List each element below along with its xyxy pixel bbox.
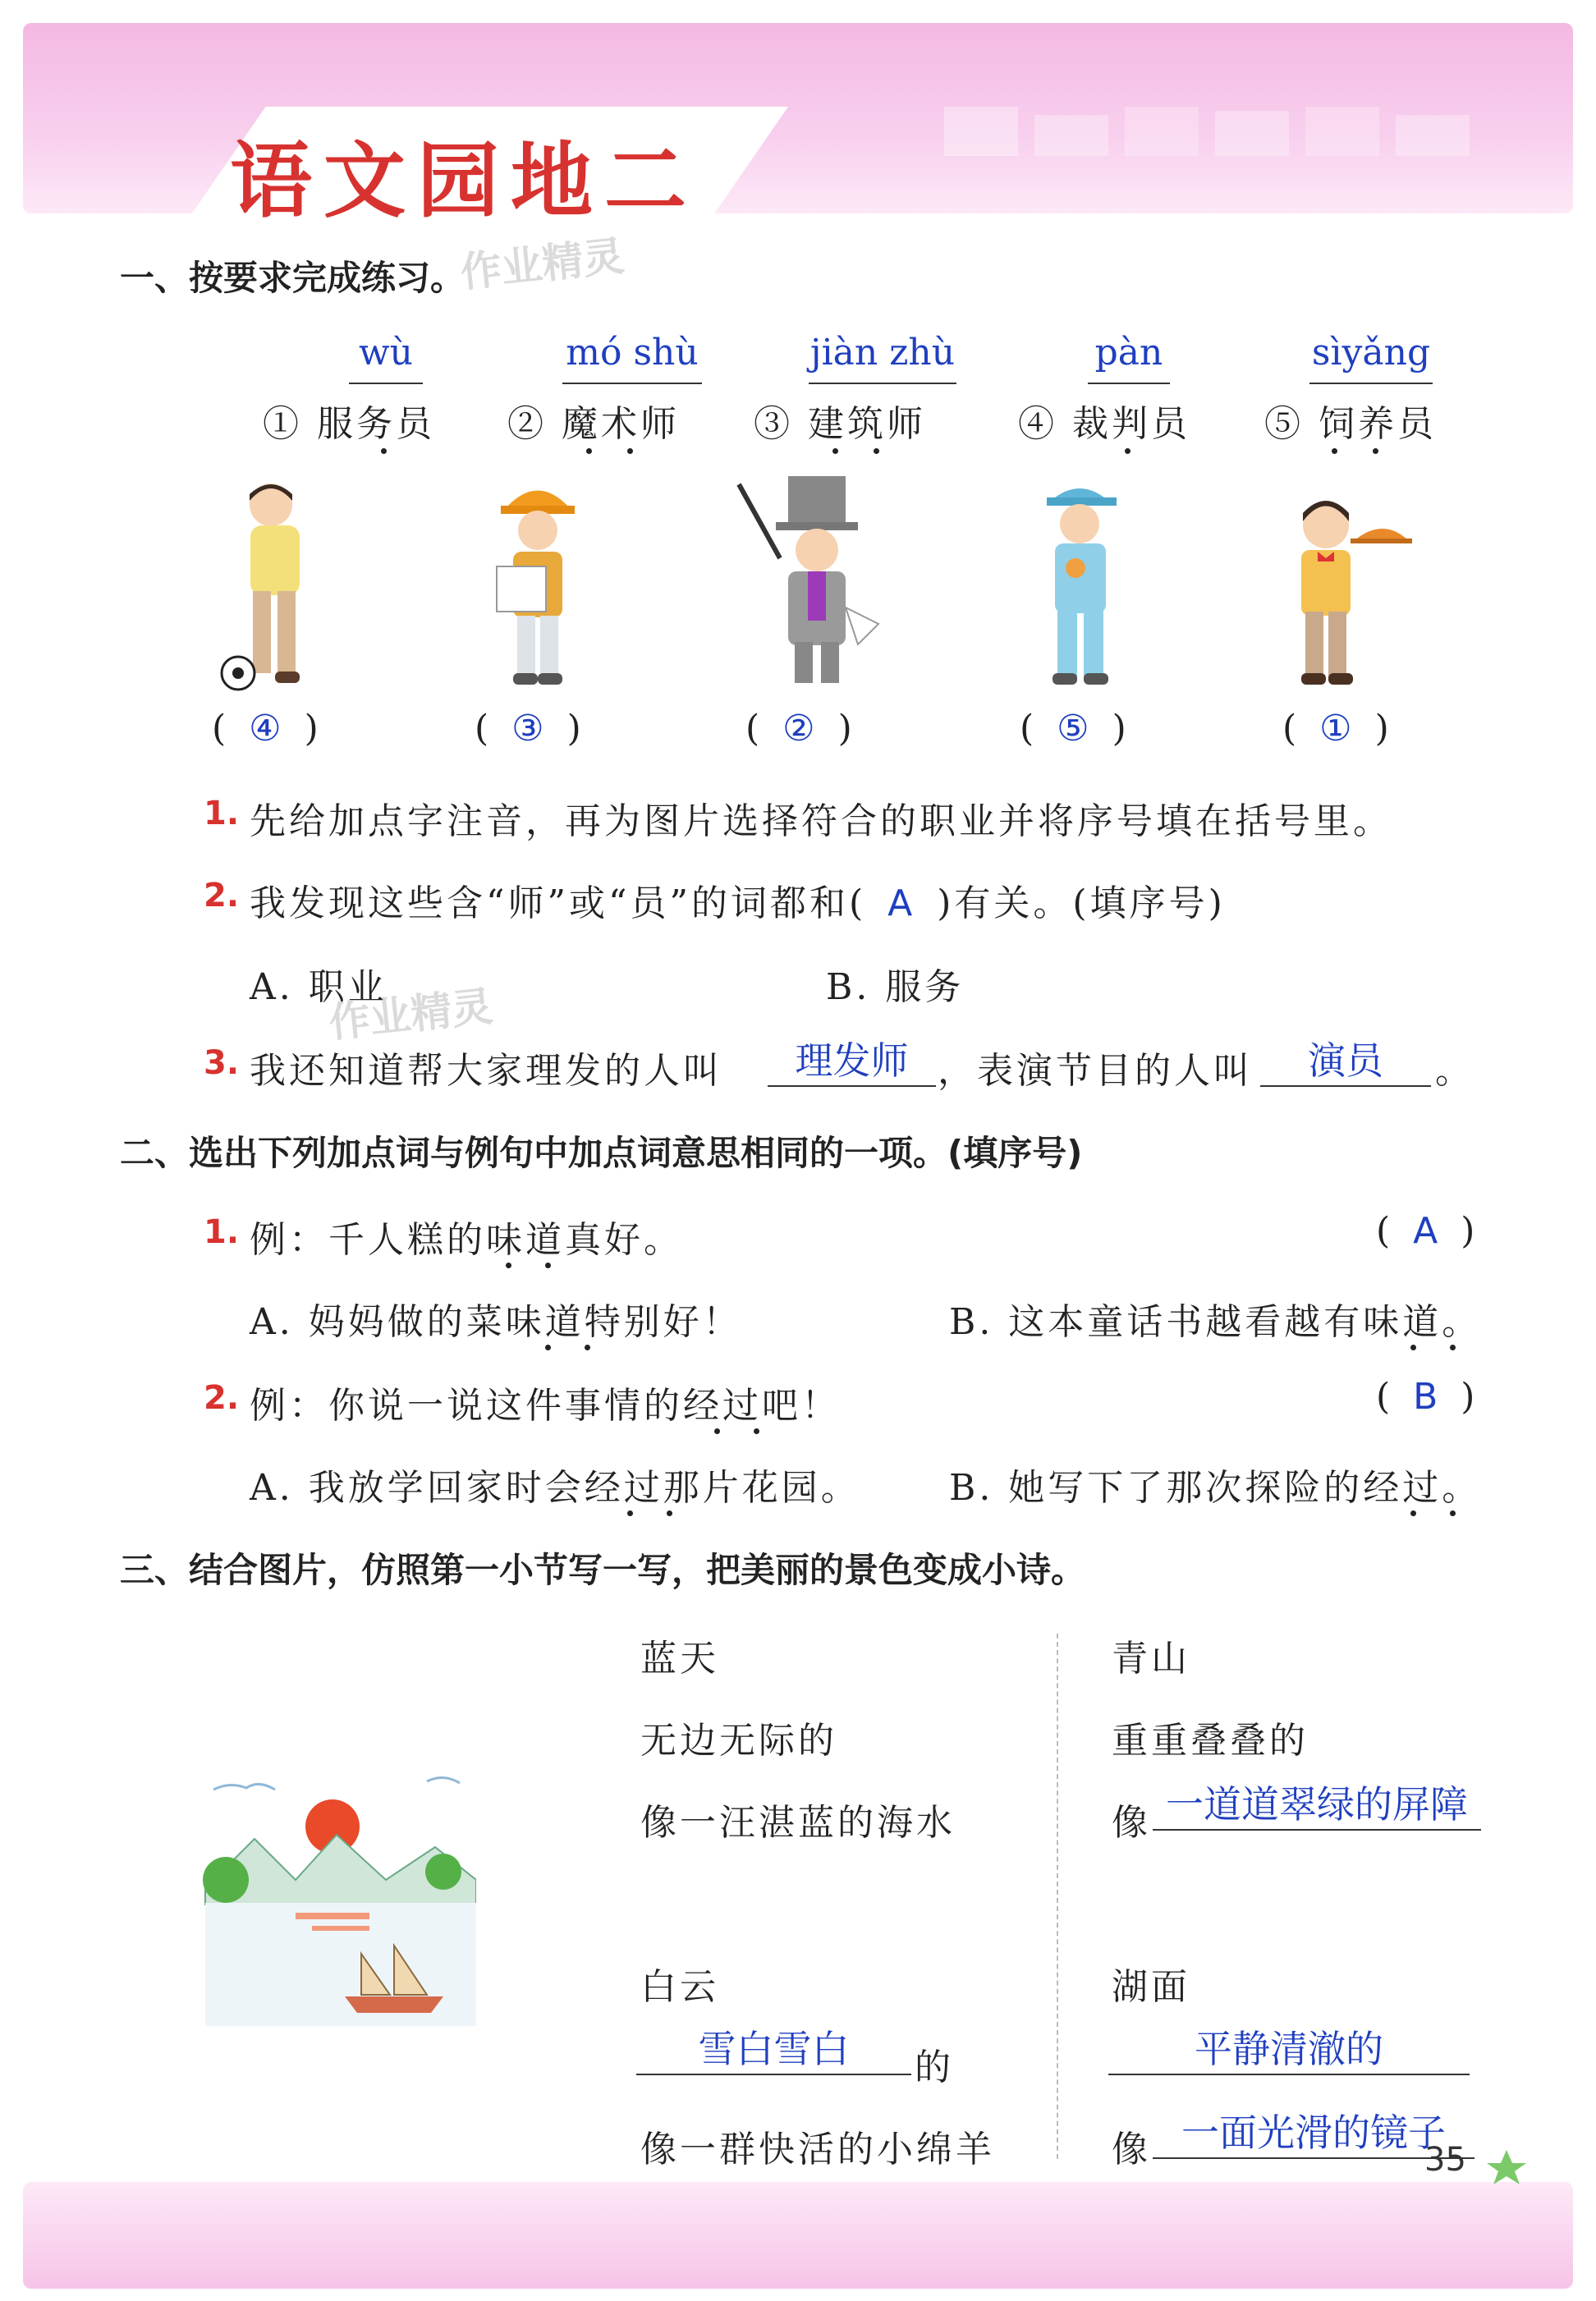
emphasis-dot (1332, 448, 1337, 454)
pinyin-underline-2 (562, 383, 702, 384)
waiter-figure (1264, 476, 1412, 698)
emphasis-dot (1450, 1510, 1456, 1516)
poem-right-line4: 湖面 (1112, 1966, 1190, 2008)
magician-figure (722, 468, 895, 698)
pinyin-2: mó shù (566, 332, 699, 374)
poem-divider (1057, 1634, 1058, 2159)
emphasis-dot (714, 1428, 720, 1434)
poem-left-suffix5: 的 (915, 2047, 954, 2088)
figure-answer-5: ( ① ) (1282, 708, 1389, 749)
word-3: ③ 建筑师 (754, 403, 926, 445)
s2-item1-option-b: B. 这本童话书越看越有味道。 (949, 1301, 1482, 1343)
q3-text-c: 。 (1435, 1050, 1474, 1092)
figure-answer-4-value: ⑤ (1057, 708, 1089, 749)
q3-number: 3. (204, 1044, 240, 1082)
emphasis-dot (545, 1345, 551, 1350)
figure-answer-4: ( ⑤ ) (1020, 708, 1126, 749)
emphasis-dot (874, 448, 879, 454)
page-number: 35 (1424, 2141, 1466, 2179)
pinyin-4: pàn (1094, 332, 1163, 374)
s2-item2-option-a: A. 我放学回家时会经过那片花园。 (250, 1467, 860, 1509)
footer-band (23, 2182, 1573, 2289)
s2-item1-example: 例：千人糕的味道真好。 (250, 1219, 683, 1261)
referee-figure (205, 476, 345, 698)
breeder-figure (1010, 476, 1149, 698)
pinyin-5: sìyǎng (1311, 332, 1431, 374)
poem-right-prefix6: 像 (1112, 2129, 1151, 2170)
poem-left-line6: 像一群快活的小绵羊 (640, 2129, 995, 2170)
emphasis-dot (832, 448, 838, 454)
q2-number: 2. (204, 877, 240, 914)
word-4: ④ 裁判员 (1018, 403, 1190, 445)
section2-heading: 二、选出下列加点词与例句中加点词意思相同的一项。(填序号) (120, 1133, 1083, 1173)
pinyin-underline-4 (1088, 383, 1170, 384)
poem-left-line3: 像一汪湛蓝的海水 (640, 1802, 956, 1844)
q3-text-b: ，表演节目的人叫 (938, 1050, 1253, 1092)
header-decoration (944, 82, 1519, 181)
q3-text-a: 我还知道帮大家理发的人叫 (250, 1050, 722, 1092)
figure-answer-3: ( ② ) (745, 708, 852, 749)
emphasis-dot (627, 1510, 633, 1516)
emphasis-dot (586, 448, 592, 454)
figure-answer-2: ( ③ ) (475, 708, 581, 749)
poem-right-answer3: 一道道翠绿的屏障 (1153, 1775, 1481, 1831)
emphasis-dot (667, 1510, 672, 1516)
figure-answer-3-value: ② (782, 708, 815, 749)
q2-answer: A (887, 882, 916, 924)
word-1: ① 服务员 (263, 403, 435, 445)
emphasis-dot (754, 1428, 759, 1434)
q3-answer1: 理发师 (768, 1031, 936, 1087)
pinyin-underline-1 (349, 383, 423, 384)
poem-left-line4: 白云 (640, 1966, 719, 2008)
s2-item2-example: 例：你说一说这件事情的经过吧！ (250, 1385, 841, 1427)
poem-right-line1: 青山 (1112, 1638, 1190, 1680)
figure-answer-5-value: ① (1319, 708, 1352, 749)
section3-heading: 三、结合图片，仿照第一小节写一写，把美丽的景色变成小诗。 (120, 1550, 1086, 1590)
pinyin-underline-5 (1309, 383, 1433, 384)
q2-line (250, 873, 1226, 926)
pinyin-1: wù (359, 332, 413, 374)
figure-answer-1-value: ④ (249, 708, 282, 749)
word-5: ⑤ 饲养员 (1264, 403, 1437, 445)
star-icon (1482, 2147, 1531, 2188)
poem-left-line1: 蓝天 (640, 1638, 719, 1680)
poem-right-answer6: 一面光滑的镜子 (1153, 2103, 1474, 2159)
poem-left-answer5: 雪白雪白 (636, 2019, 911, 2075)
pinyin-underline-3 (809, 383, 956, 384)
emphasis-dot (627, 448, 633, 454)
q2-option-a: A. 职业 (250, 966, 388, 1008)
poem-left-line2: 无边无际的 (640, 1720, 837, 1762)
pinyin-3: jiàn zhù (809, 332, 956, 374)
builder-figure (468, 476, 608, 698)
page-title: 语文园地二 (230, 133, 698, 229)
q1-text: 先给加点字注音，再为图片选择符合的职业并将序号填在括号里。 (250, 800, 1392, 842)
poem-right-line2: 重重叠叠的 (1112, 1720, 1309, 1762)
emphasis-dot (1373, 448, 1378, 454)
q1-number: 1. (204, 795, 240, 832)
q2-text-b: )有关。(填序号) (937, 882, 1226, 924)
emphasis-dot (381, 448, 387, 454)
watermark: 作业精灵 (457, 231, 626, 297)
poem-right-answer5: 平静清澈的 (1108, 2019, 1470, 2075)
s2-item1-number: 1. (204, 1213, 240, 1251)
q2-option-b: B. 服务 (826, 966, 965, 1008)
emphasis-dot (585, 1345, 590, 1350)
figure-answer-1: ( ④ ) (212, 708, 319, 749)
s2-item2-option-b: B. 她写下了那次探险的经过。 (949, 1467, 1482, 1509)
emphasis-dot (506, 1263, 511, 1268)
s2-item1-answer: A (1413, 1210, 1438, 1252)
landscape-illustration (197, 1757, 476, 2028)
figure-answer-2-value: ③ (511, 708, 544, 749)
emphasis-dot (1410, 1510, 1416, 1516)
emphasis-dot (1410, 1345, 1416, 1350)
q3-answer2: 演员 (1260, 1031, 1431, 1087)
s2-item2-answer-box: ( B ) (1376, 1376, 1475, 1418)
q2-text-a: 我发现这些含“师”或“员”的词都和( (250, 882, 867, 924)
s2-item1-answer-box: ( A ) (1376, 1210, 1475, 1252)
emphasis-dot (1450, 1345, 1456, 1350)
section1-heading: 一、按要求完成练习。 (120, 258, 466, 298)
s2-item1-option-a: A. 妈妈做的菜味道特别好！ (250, 1301, 742, 1343)
s2-item2-number: 2. (204, 1379, 240, 1417)
emphasis-dot (1125, 448, 1130, 454)
word-2: ② 魔术师 (507, 403, 680, 445)
poem-right-prefix3: 像 (1112, 1802, 1151, 1844)
s2-item2-answer: B (1413, 1376, 1438, 1418)
watermark: 作业精灵 (326, 982, 495, 1047)
emphasis-dot (545, 1263, 551, 1268)
